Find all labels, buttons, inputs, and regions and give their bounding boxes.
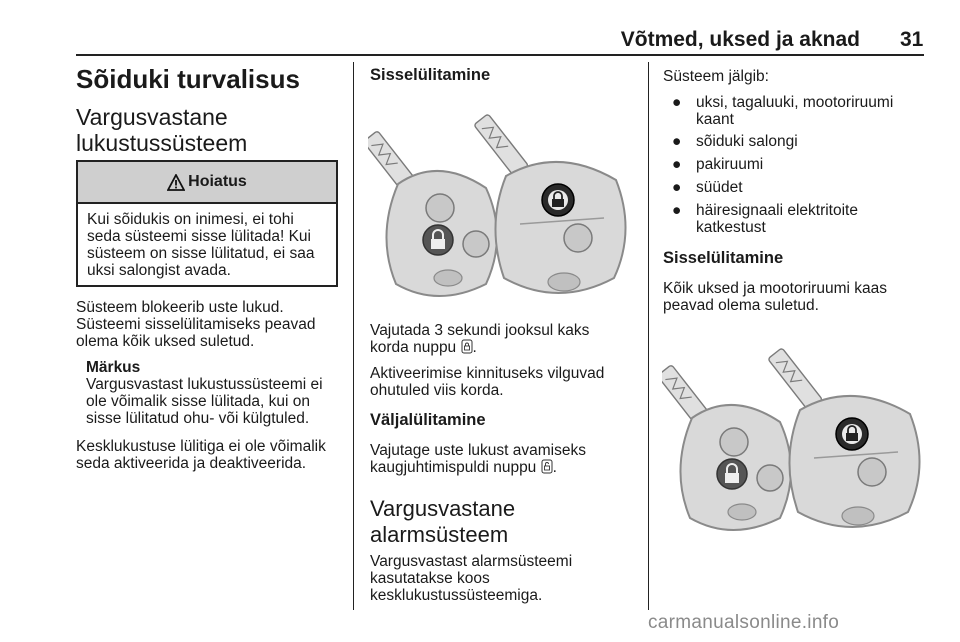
heading-deactivation: Väljalülitamine — [370, 411, 486, 429]
warning-text — [78, 204, 336, 279]
page-number: 31 — [900, 28, 924, 51]
note-line: Vargusvastast lukustussüsteemi ei — [86, 376, 323, 393]
note-label: Märkus — [86, 359, 141, 376]
paragraph: Vajutage uste lukust avamiseks — [370, 442, 586, 459]
paragraph: peavad olema suletud. — [663, 297, 819, 314]
paragraph: Süsteem blokeerib uste lukud. — [76, 299, 284, 316]
warning-line: uksi salongist avada. — [87, 262, 231, 279]
watermark: carmanualsonline.info — [648, 612, 840, 633]
bullet-icon: ● — [672, 156, 682, 173]
page-title: Sõiduki turvalisus — [76, 64, 300, 94]
subtitle-line-1: Vargusvastane — [76, 104, 228, 130]
note-line: ole võimalik sisse lülitada, kui on — [86, 393, 310, 410]
paragraph: kasutatakse koos — [370, 570, 490, 587]
lock-button-icon — [461, 339, 473, 354]
paragraph: Süsteemi sisselülitamiseks peavad — [76, 316, 316, 333]
note-line: sisse lülitatud ohu- või külgtuled. — [86, 410, 310, 427]
list-item-text: sõiduki salongi — [696, 133, 798, 150]
period: . — [472, 339, 477, 356]
warning-line: Kui sõidukis on inimesi, ei tohi — [87, 211, 294, 228]
column-divider-2 — [648, 62, 649, 610]
paragraph: olema kõik uksed suletud. — [76, 333, 255, 350]
list-item-text: kaant — [696, 111, 734, 128]
bullet-icon: ● — [672, 94, 682, 111]
header-rule — [76, 54, 924, 56]
paragraph-line-with-icon — [370, 459, 557, 476]
bullet-icon: ● — [672, 133, 682, 150]
warning-line: seda süsteemi sisse lülitada! Kui — [87, 228, 312, 245]
paragraph-text: kaugjuhtimispuldi nuppu — [370, 459, 537, 476]
heading-activation: Sisselülitamine — [370, 66, 491, 84]
paragraph: seda aktiveerida ja deaktiveerida. — [76, 455, 307, 472]
paragraph-text: korda nuppu — [370, 339, 457, 356]
list-item-text: häiresignaali elektritoite — [696, 202, 858, 219]
bullet-icon: ● — [672, 202, 682, 219]
warning-box — [76, 160, 338, 287]
unlock-button-icon — [541, 459, 553, 474]
bullet-icon: ● — [672, 179, 682, 196]
warning-icon — [167, 174, 185, 191]
heading-alarm-line-2: alarmsüsteem — [370, 522, 509, 547]
paragraph: kesklukustussüsteemiga. — [370, 587, 543, 604]
list-item-text: süüdet — [696, 179, 743, 196]
period: . — [552, 459, 557, 476]
paragraph: Vajutada 3 sekundi jooksul kaks — [370, 322, 590, 339]
warning-header — [78, 162, 336, 204]
subtitle-line-2: lukustussüsteem — [76, 130, 248, 156]
paragraph: Aktiveerimise kinnituseks vilguvad — [370, 365, 605, 382]
warning-label: Hoiatus — [188, 173, 247, 190]
warning-line: süsteem on sisse lülitatud, ei saa — [87, 245, 315, 262]
key-fob-illustration — [368, 96, 630, 306]
list-item-text: pakiruumi — [696, 156, 764, 173]
list-item-text: uksi, tagaluuki, mootoriruumi — [696, 94, 894, 111]
paragraph: ohutuled viis korda. — [370, 382, 504, 399]
key-fob-illustration-2 — [662, 330, 924, 540]
paragraph: Kõik uksed ja mootoriruumi kaas — [663, 280, 887, 297]
paragraph: Kesklukustuse lülitiga ei ole võimalik — [76, 438, 326, 455]
heading-activation-2: Sisselülitamine — [663, 249, 784, 267]
paragraph-line-with-icon — [370, 339, 477, 356]
column-divider-1 — [353, 62, 354, 610]
list-item-text: katkestust — [696, 219, 766, 236]
paragraph: Süsteem jälgib: — [663, 68, 769, 85]
section-title: Võtmed, uksed ja aknad — [620, 28, 860, 51]
heading-alarm-line-1: Vargusvastane — [370, 496, 516, 521]
paragraph: Vargusvastast alarmsüsteemi — [370, 553, 573, 570]
